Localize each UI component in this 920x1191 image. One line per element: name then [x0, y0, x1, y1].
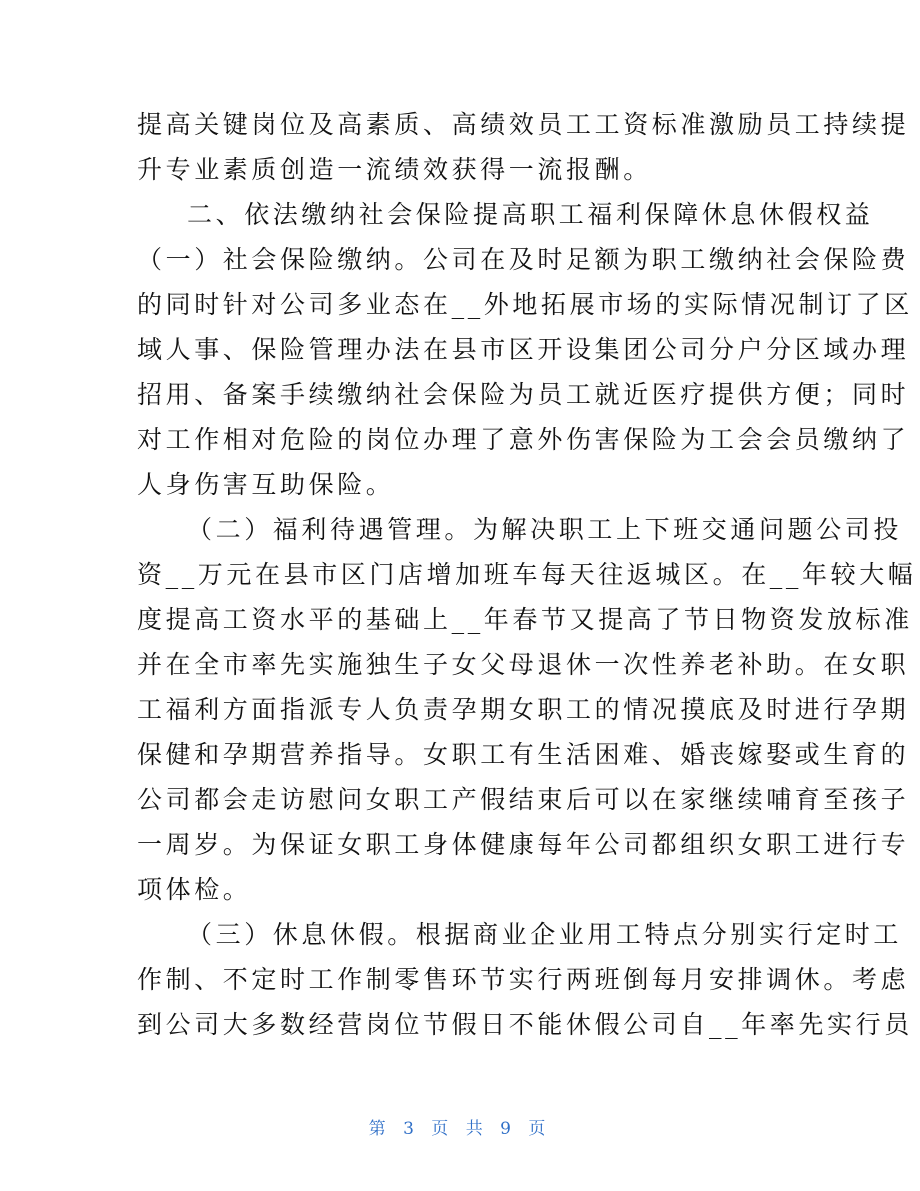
body-line-12: 度提高工资水平的基础上__年春节又提高了节日物资发放标准 [137, 605, 913, 634]
body-line-15: 保健和孕期营养指导。女职工有生活困难、婚丧嫁娶或生育的 [137, 740, 910, 769]
body-line-7: 招用、备案手续缴纳社会保险为员工就近医疗提供方便；同时 [137, 380, 910, 409]
page-number-footer: 第 3 页 共 9 页 [368, 1119, 552, 1139]
body-line-14: 工福利方面指派专人负责孕期女职工的情况摸底及时进行孕期 [137, 695, 910, 724]
body-line-2: 升专业素质创造一流绩效获得一流报酬。 [137, 155, 652, 184]
body-line-20: 作制、不定时工作制零售环节实行两班倒每月安排调休。考虑 [137, 965, 910, 994]
body-line-18: 项体检。 [137, 875, 252, 904]
body-line-13: 并在全市率先实施独生子女父母退休一次性养老补助。在女职 [137, 650, 910, 679]
body-line-19: （三）休息休假。根据商业企业用工特点分别实行定时工 [187, 920, 903, 949]
body-line-21: 到公司大多数经营岗位节假日不能休假公司自__年率先实行员 [137, 1010, 913, 1039]
body-line-10: （二）福利待遇管理。为解决职工上下班交通问题公司投 [187, 515, 903, 544]
body-line-16: 公司都会走访慰问女职工产假结束后可以在家继续哺育至孩子 [137, 785, 910, 814]
body-line-17: 一周岁。为保证女职工身体健康每年公司都组织女职工进行专 [137, 830, 910, 859]
section-heading: 二、依法缴纳社会保险提高职工福利保障休息休假权益 [187, 200, 874, 229]
body-line-6: 域人事、保险管理办法在县市区开设集团公司分户分区域办理 [137, 335, 910, 364]
body-line-11: 资__万元在县市区门店增加班车每天往返城区。在__年较大幅 [137, 560, 917, 589]
body-line-8: 对工作相对危险的岗位办理了意外伤害保险为工会会员缴纳了 [137, 425, 910, 454]
body-line-4: （一）社会保险缴纳。公司在及时足额为职工缴纳社会保险费 [137, 245, 910, 274]
body-line-9: 人身伤害互助保险。 [137, 470, 395, 499]
body-line-5: 的同时针对公司多业态在__外地拓展市场的实际情况制订了区 [137, 290, 913, 319]
body-line-1: 提高关键岗位及高素质、高绩效员工工资标准激励员工持续提 [137, 110, 910, 139]
